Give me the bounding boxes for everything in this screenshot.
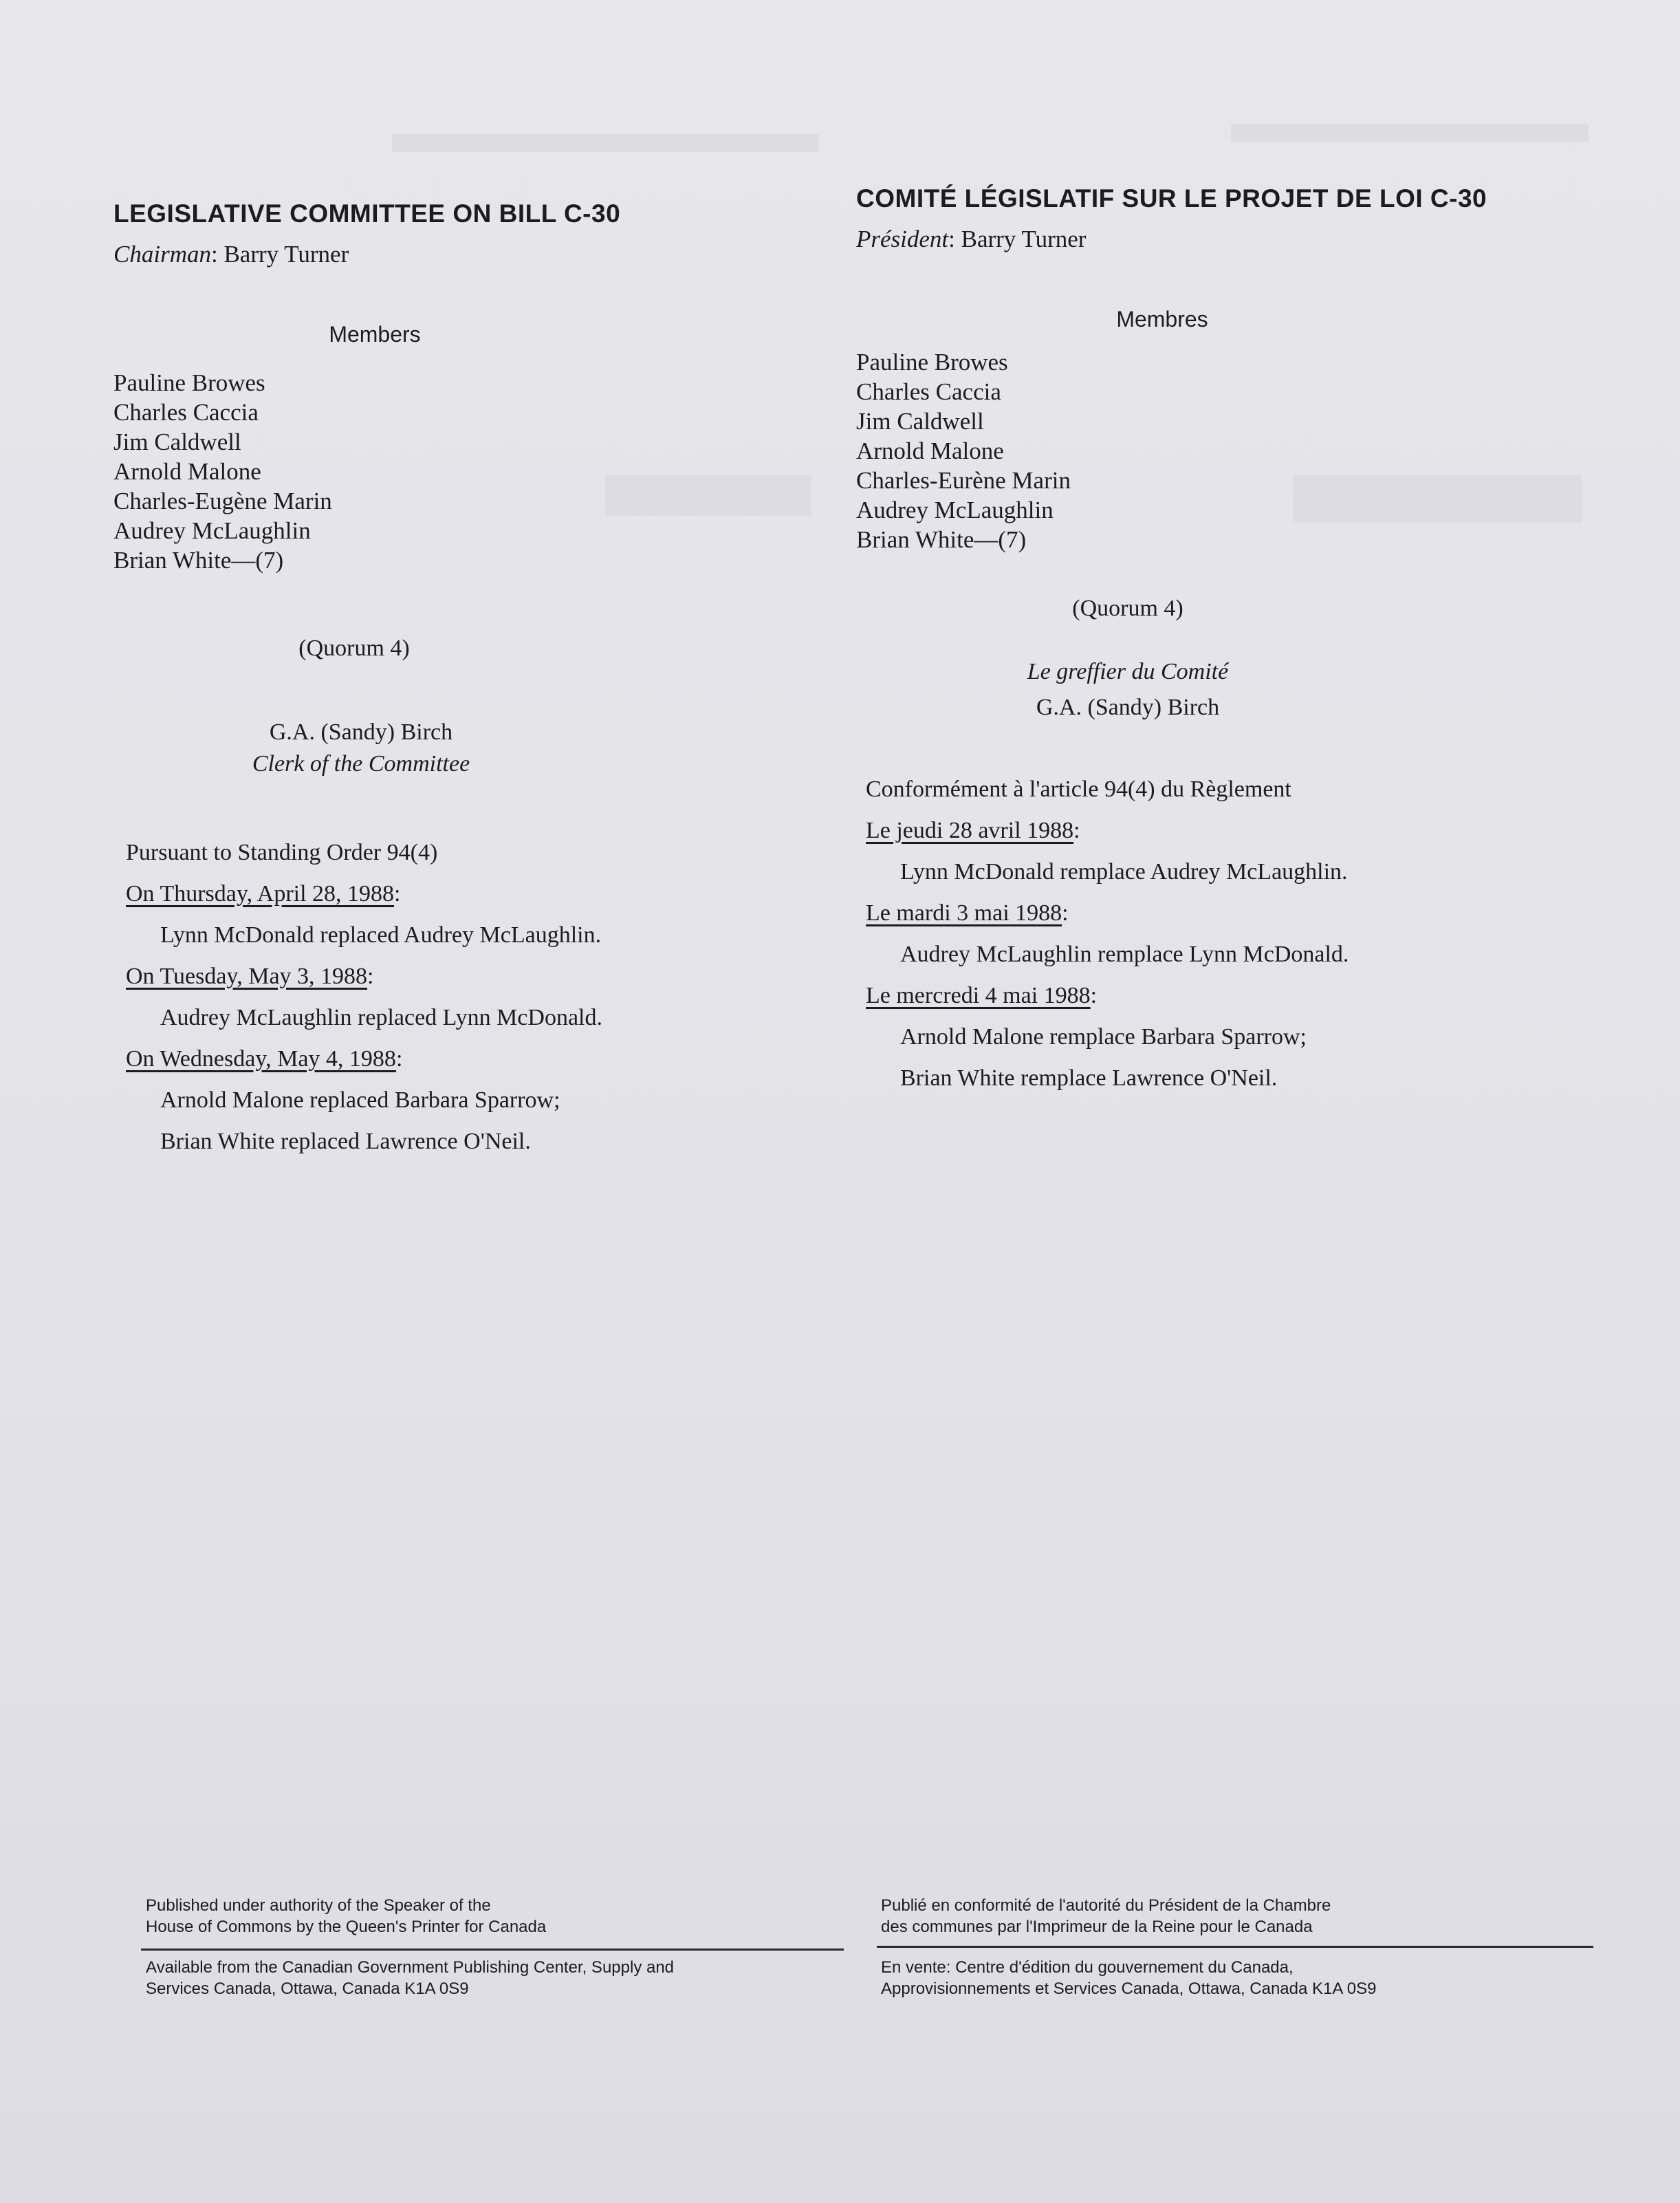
clerk-name: G.A. (Sandy) Birch [269,719,453,745]
footer-rule-en [141,1949,844,1951]
change-date: Le jeudi 28 avril 1988: [866,818,1080,843]
pursuant-line: Pursuant to Standing Order 94(4) [126,840,438,865]
chair-label: Chairman [113,241,211,268]
member-name: Jim Caldwell [113,428,241,455]
footer-available-fr: En vente: Centre d'édition du gouvernement du Canada, Approvisionnements et Services Canada, Ottawa, Canada K1A 0S9 [881,1958,1377,1998]
member-name: Charles Caccia [856,378,1001,405]
quorum: (Quorum 4) [298,636,410,661]
member-name: Charles Caccia [113,399,259,426]
change-date: Le mardi 3 mai 1988: [866,900,1069,926]
clerk-block [856,659,1399,721]
bleed-through-shadow [1231,124,1589,142]
footer-published-en: Published under authority of the Speaker of the House of Commons by the Queen's Printer for Canada [146,1896,547,1936]
member-name: Audrey McLaughlin [113,517,311,544]
members-list [113,368,856,575]
change-date: On Tuesday, May 3, 1988: [126,964,374,989]
change-entry: Brian White remplace Lawrence O'Neil. [900,1065,1278,1091]
chairman-line [856,226,1599,253]
members-list [856,347,1599,554]
member-name: Brian White—(7) [113,547,284,574]
change-entry: Arnold Malone remplace Barbara Sparrow; [900,1024,1307,1050]
bleed-through-shadow [392,134,818,152]
chair-name: : Barry Turner [210,241,349,268]
clerk-role: Le greffier du Comité [1027,659,1229,684]
french-column [856,184,1599,1099]
footer-available-en: Available from the Canadian Government Publishing Center, Supply and Services Canada, Ottawa, Canada K1A 0S9 [146,1958,675,1998]
chair-name: : Barry Turner [948,226,1087,252]
pursuant-line: Conformément à l'article 94(4) du Règlement [866,777,1291,802]
clerk-name: G.A. (Sandy) Birch [1036,695,1220,720]
change-entry: Lynn McDonald remplace Audrey McLaughlin. [900,859,1348,885]
members-heading: Membres [1116,307,1208,332]
change-entry: Lynn McDonald replaced Audrey McLaughlin. [160,922,602,948]
member-name: Audrey McLaughlin [856,497,1054,523]
change-entry: Audrey McLaughlin remplace Lynn McDonald. [900,942,1349,967]
member-name: Arnold Malone [856,437,1004,464]
footer-published-fr: Publié en conformité de l'autorité du Président de la Chambre des communes par l'Imprimeur de la Reine pour le Canada [881,1896,1331,1936]
chair-label: Président [856,226,949,252]
quorum: (Quorum 4) [1072,596,1183,621]
member-name: Arnold Malone [113,458,261,485]
clerk-block [113,719,609,777]
member-name: Brian White—(7) [856,526,1027,553]
change-entry: Arnold Malone replaced Barbara Sparrow; [160,1087,560,1113]
change-date: On Wednesday, May 4, 1988: [126,1046,403,1072]
change-date: On Thursday, April 28, 1988: [126,881,401,907]
committee-title: LEGISLATIVE COMMITTEE ON BILL C-30 [113,199,621,228]
substitutions [856,769,1599,1099]
members-heading: Members [329,322,421,347]
member-name: Pauline Browes [113,369,265,396]
member-name: Jim Caldwell [856,408,984,435]
footer-rule-fr [877,1946,1593,1948]
member-name: Pauline Browes [856,349,1008,376]
substitutions [113,832,856,1162]
member-name: Charles-Eugène Marin [113,488,332,514]
clerk-role: Clerk of the Committee [252,751,470,777]
change-entry: Brian White replaced Lawrence O'Neil. [160,1129,531,1154]
english-column [113,199,856,1162]
chairman-line [113,241,856,268]
change-date: Le mercredi 4 mai 1988: [866,983,1098,1008]
member-name: Charles-Eurène Marin [856,467,1071,494]
committee-title: COMITÉ LÉGISLATIF SUR LE PROJET DE LOI C-30 [856,184,1487,213]
change-entry: Audrey McLaughlin replaced Lynn McDonald. [160,1005,602,1030]
